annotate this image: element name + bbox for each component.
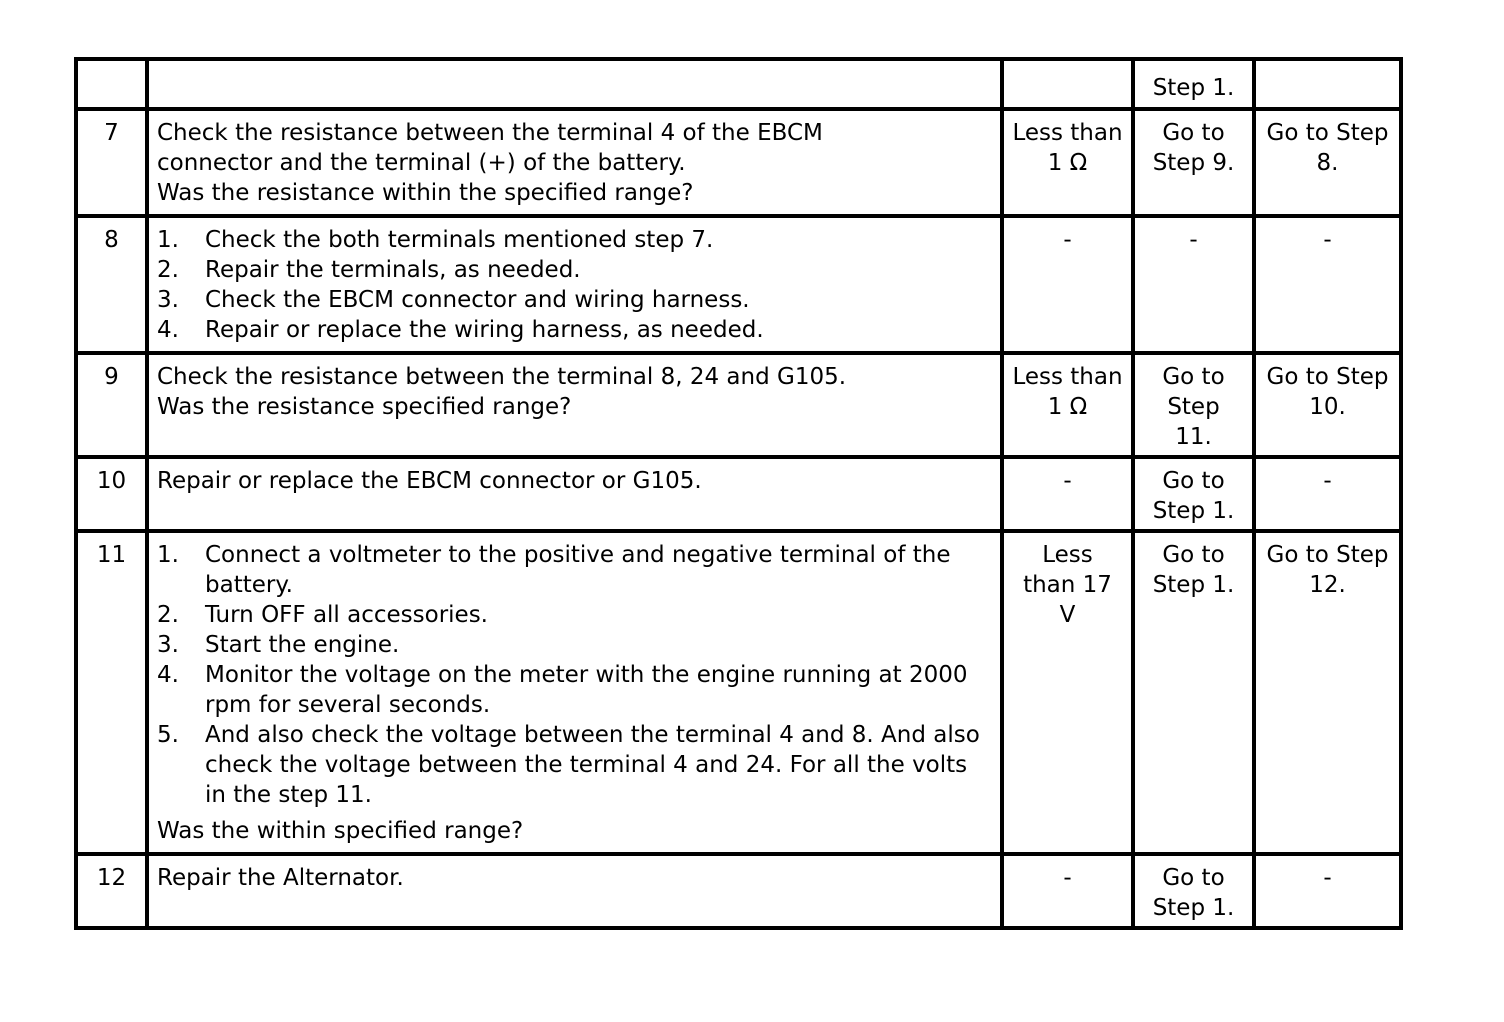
action-line: Check the resistance between the terminal 8, 24 and G105. xyxy=(157,364,847,390)
action-line: Repair the Alternator. xyxy=(157,865,404,891)
sub-step-text: Monitor the voltage on the meter with the engine running at 2000 rpm for several seconds. xyxy=(205,662,968,718)
value-text: Less than 17 V xyxy=(1023,542,1112,628)
step-number: 10 xyxy=(76,457,147,531)
sub-step-number: 3. xyxy=(157,287,179,313)
action-line: connector and the terminal (+) of the battery. xyxy=(157,150,686,176)
yes-cell: - xyxy=(1133,216,1254,353)
step-number: 9 xyxy=(76,353,147,457)
sub-step-number: 5. xyxy=(157,722,179,748)
action-cell xyxy=(147,216,1002,353)
step-number: 11 xyxy=(76,531,147,854)
sub-step-number: 4. xyxy=(157,662,179,688)
yes-text: Go to Step 1. xyxy=(1152,542,1235,598)
sub-step-list xyxy=(157,225,992,345)
table-row xyxy=(76,109,1401,216)
action-cell xyxy=(147,854,1002,928)
list-item xyxy=(157,660,992,720)
sub-step-list xyxy=(157,540,992,810)
yes-text: Go to Step 1. xyxy=(1152,865,1235,921)
value-cell: - xyxy=(1002,457,1133,531)
no-cell xyxy=(1254,353,1401,457)
action-cell xyxy=(147,353,1002,457)
value-text: Less than 1 Ω xyxy=(1012,120,1123,176)
no-cell: - xyxy=(1254,457,1401,531)
table-row xyxy=(76,531,1401,854)
no-text: Go to Step 12. xyxy=(1266,542,1389,598)
yes-cell xyxy=(1133,59,1254,109)
sub-step-text: Check the EBCM connector and wiring harness. xyxy=(205,287,750,313)
action-cell xyxy=(147,531,1002,854)
step-number xyxy=(76,59,147,109)
action-cell xyxy=(147,59,1002,109)
no-text: Go to Step 8. xyxy=(1266,120,1389,176)
sub-step-number: 1. xyxy=(157,227,179,253)
action-question: Was the resistance specified range? xyxy=(157,394,572,420)
action-cell xyxy=(147,457,1002,531)
sub-step-text: Turn OFF all accessories. xyxy=(205,602,488,628)
action-question: Was the within specified range? xyxy=(157,818,524,844)
step-number: 7 xyxy=(76,109,147,216)
list-item xyxy=(157,540,992,600)
sub-step-text: Check the both terminals mentioned step 7. xyxy=(205,227,714,253)
sub-step-number: 3. xyxy=(157,632,179,658)
table-row xyxy=(76,457,1401,531)
no-text: Go to Step 10. xyxy=(1266,364,1389,420)
table-row xyxy=(76,216,1401,353)
value-cell xyxy=(1002,531,1133,854)
yes-text: Go to Step 11. xyxy=(1162,364,1225,450)
value-cell xyxy=(1002,59,1133,109)
value-cell: - xyxy=(1002,854,1133,928)
yes-text: Go to Step 1. xyxy=(1152,468,1235,524)
table-row xyxy=(76,59,1401,109)
no-cell: - xyxy=(1254,216,1401,353)
yes-cell xyxy=(1133,531,1254,854)
diagnostic-table xyxy=(74,57,1403,930)
step-number: 8 xyxy=(76,216,147,353)
list-item xyxy=(157,720,992,810)
value-text: Less than 1 Ω xyxy=(1012,364,1123,420)
yes-cell xyxy=(1133,109,1254,216)
list-item xyxy=(157,255,992,285)
yes-cell xyxy=(1133,854,1254,928)
value-cell xyxy=(1002,353,1133,457)
yes-text: Step 1. xyxy=(1152,75,1235,101)
sub-step-text: Connect a voltmeter to the positive and negative terminal of the battery. xyxy=(205,542,951,598)
no-cell xyxy=(1254,59,1401,109)
list-item xyxy=(157,315,992,345)
list-item xyxy=(157,630,992,660)
no-cell xyxy=(1254,531,1401,854)
yes-cell xyxy=(1133,457,1254,531)
yes-cell xyxy=(1133,353,1254,457)
step-number: 12 xyxy=(76,854,147,928)
list-item xyxy=(157,600,992,630)
sub-step-text: Start the engine. xyxy=(205,632,400,658)
sub-step-text: Repair or replace the wiring harness, as needed. xyxy=(205,317,764,343)
sub-step-number: 4. xyxy=(157,317,179,343)
no-cell xyxy=(1254,109,1401,216)
sub-step-number: 1. xyxy=(157,542,179,568)
list-item xyxy=(157,285,992,315)
sub-step-text: Repair the terminals, as needed. xyxy=(205,257,581,283)
sub-step-text: And also check the voltage between the terminal 4 and 8. And also check the voltage between the terminal 4 and 24. For all the volts in the step 11. xyxy=(205,722,980,808)
table-row xyxy=(76,353,1401,457)
action-question: Was the resistance within the specified range? xyxy=(157,180,694,206)
table-row xyxy=(76,854,1401,928)
action-cell xyxy=(147,109,1002,216)
value-cell xyxy=(1002,109,1133,216)
yes-text: Go to Step 9. xyxy=(1152,120,1235,176)
action-line: Repair or replace the EBCM connector or G105. xyxy=(157,468,702,494)
no-cell: - xyxy=(1254,854,1401,928)
action-line: Check the resistance between the terminal 4 of the EBCM xyxy=(157,120,823,146)
sub-step-number: 2. xyxy=(157,257,179,283)
list-item xyxy=(157,225,992,255)
sub-step-number: 2. xyxy=(157,602,179,628)
value-cell: - xyxy=(1002,216,1133,353)
